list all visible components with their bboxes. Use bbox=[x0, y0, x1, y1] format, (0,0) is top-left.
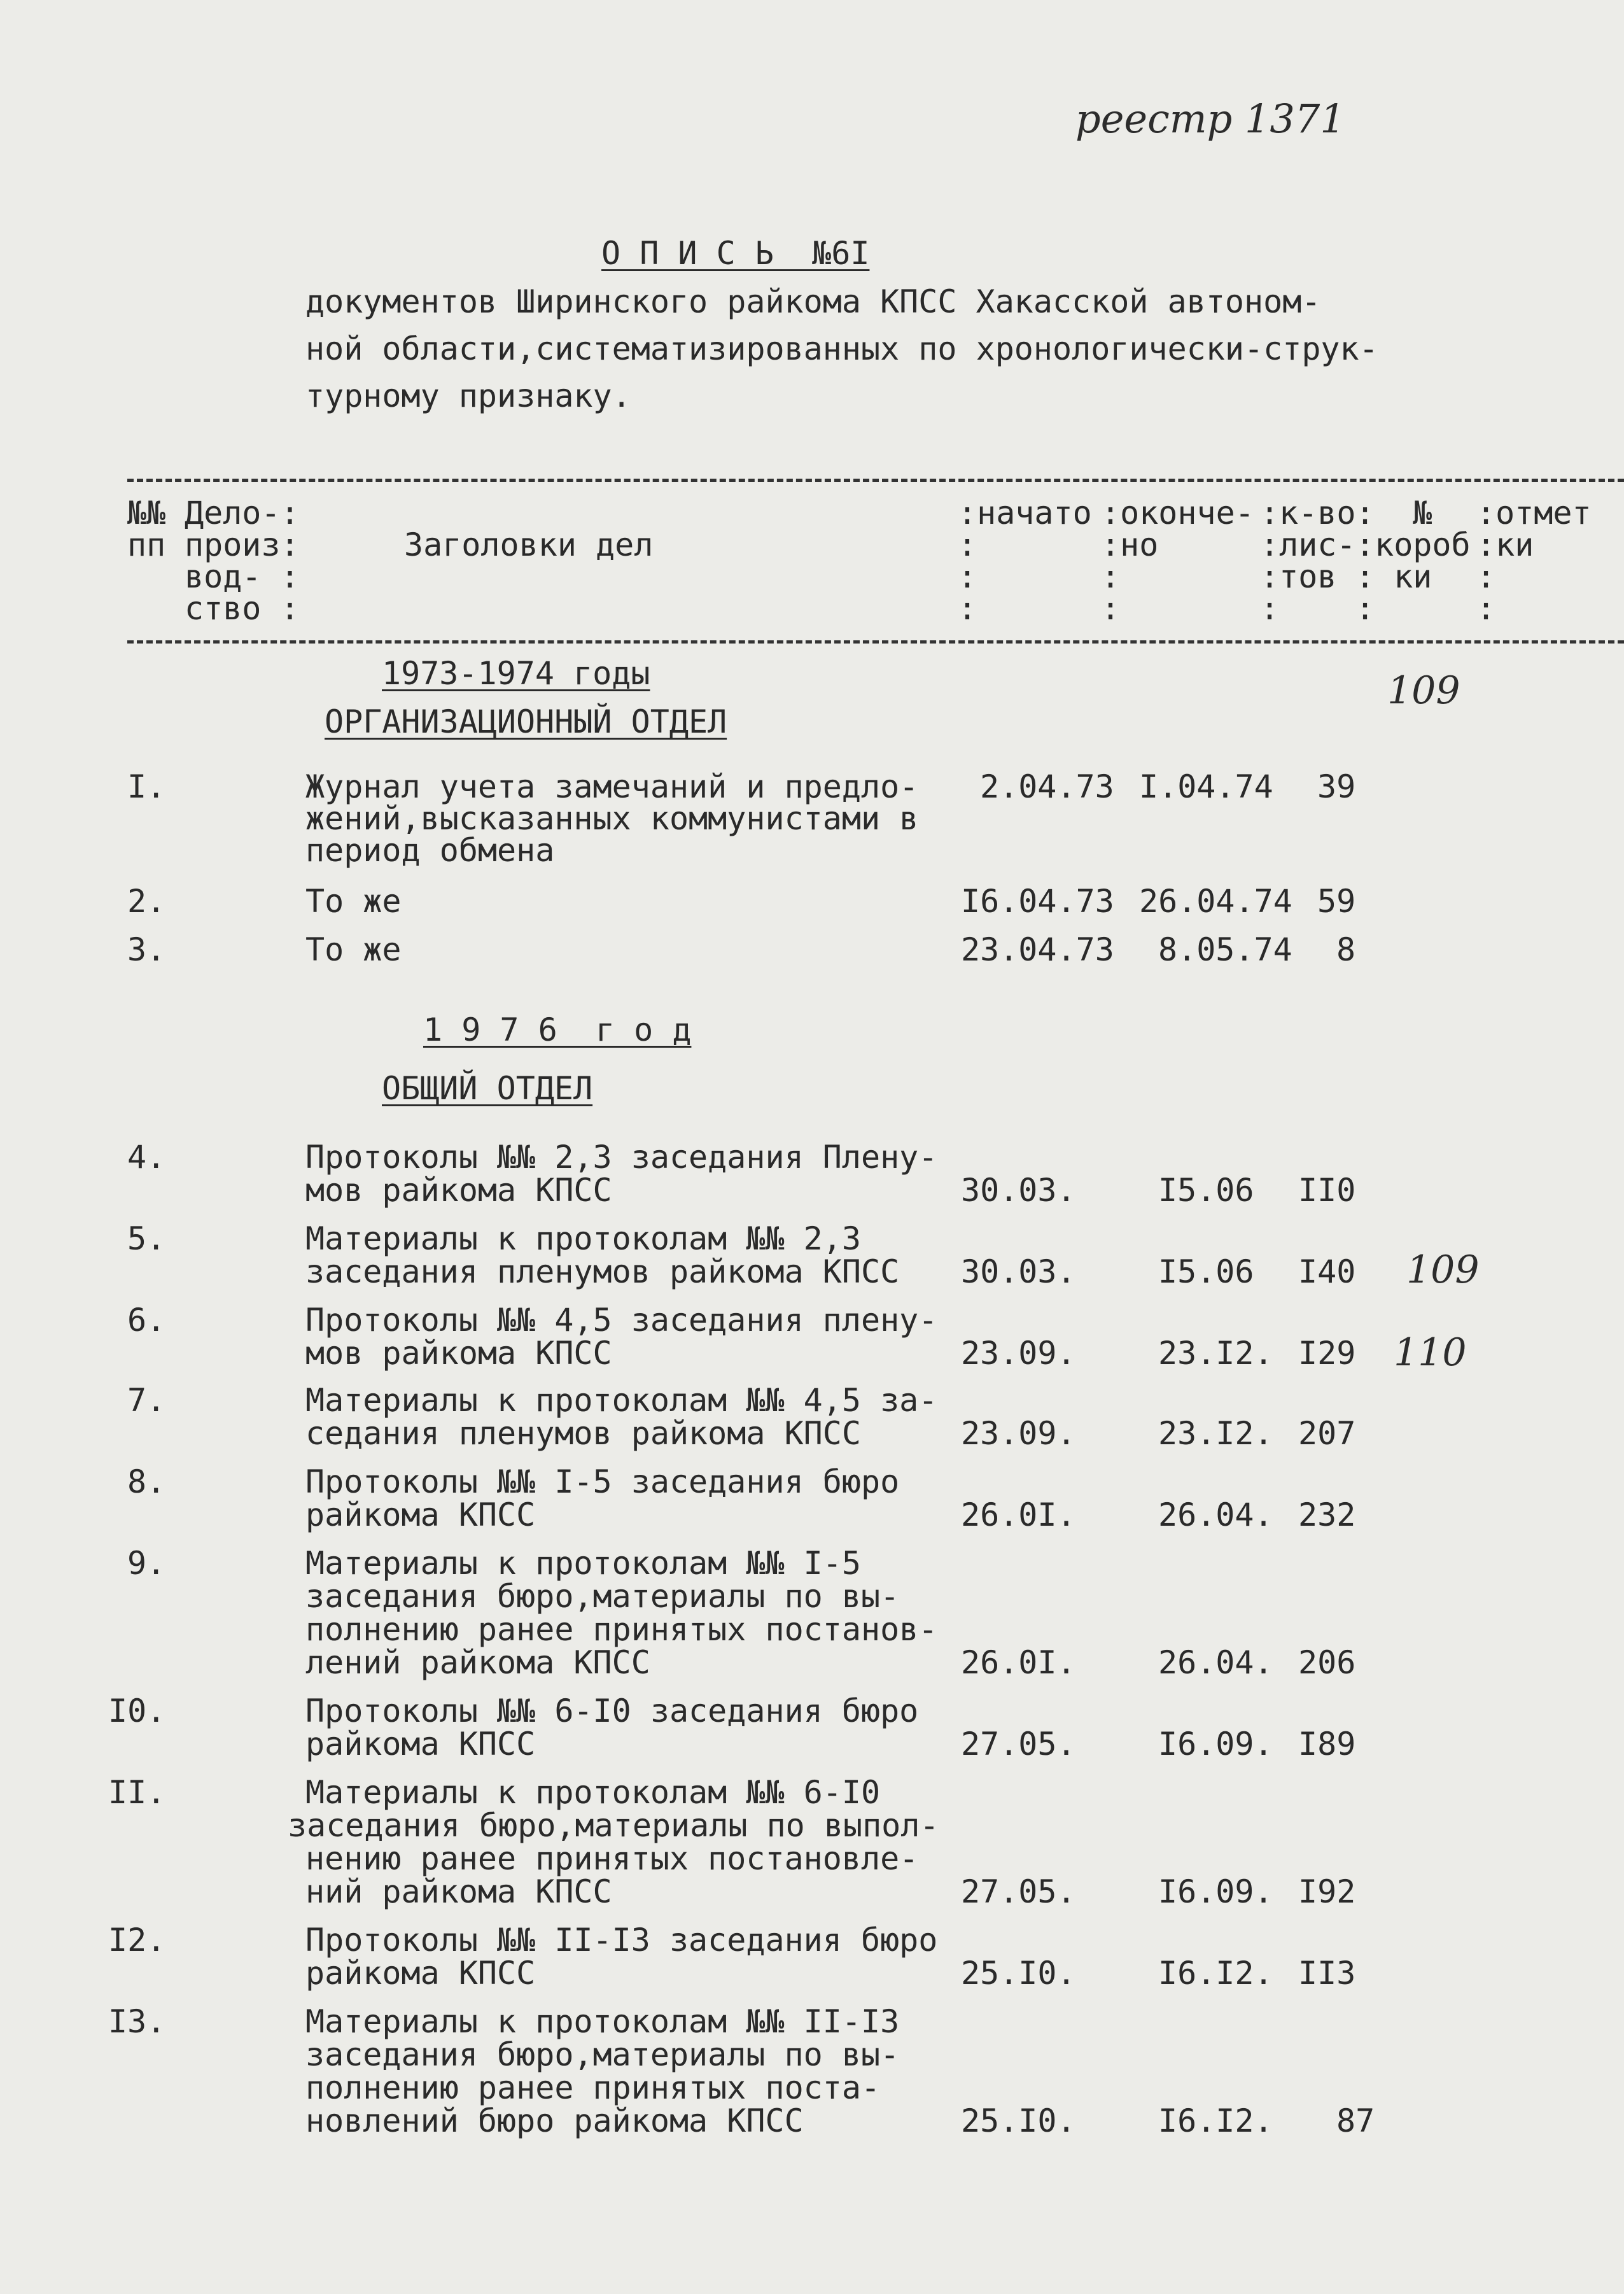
row-title-line: полнению ранее принятых постанов- bbox=[305, 1611, 938, 1648]
row-title-line: Протоколы №№ I-5 заседания бюро bbox=[305, 1463, 900, 1500]
header-col-sheets-3: :тов bbox=[1260, 558, 1337, 595]
header-col-notes-3: : bbox=[1476, 558, 1496, 595]
header-bottom-rule bbox=[127, 640, 1624, 644]
row-end: I6.I2. bbox=[1158, 1955, 1273, 1992]
row-sheets: I92 bbox=[1298, 1873, 1356, 1910]
header-col-end-2: :но bbox=[1101, 526, 1159, 563]
row-number: 4. bbox=[127, 1139, 166, 1176]
subtitle-line-2: ной области,систематизированных по хронологически-струк- bbox=[305, 330, 1378, 367]
section1-year: 1973-1974 годы bbox=[382, 655, 650, 692]
header-col-end-1: :оконче- bbox=[1101, 495, 1254, 531]
row-title-line: лений райкома КПСС bbox=[305, 1644, 650, 1681]
header-col-box-2: :короб bbox=[1355, 526, 1471, 563]
row-end: I6.I2. bbox=[1158, 2102, 1273, 2139]
row-title-line: заседания пленумов райкома КПСС bbox=[305, 1253, 900, 1290]
row-number: 7. bbox=[127, 1382, 166, 1419]
header-col-titles: Заголовки дел bbox=[404, 526, 654, 563]
row-start: 25.I0. bbox=[961, 2102, 1076, 2139]
subtitle-line-1: документов Ширинского райкома КПСС Хакасской автоном- bbox=[305, 283, 1321, 320]
row-title-line: Протоколы №№ II-I3 заседания бюро bbox=[305, 1922, 938, 1959]
header-col-case-3: вод- : bbox=[185, 558, 300, 595]
row-number: I3. bbox=[108, 2003, 166, 2040]
row-start: 2.04.73 bbox=[980, 768, 1114, 805]
row-end: 8.05.74 bbox=[1158, 931, 1292, 968]
row-title-line: мов райкома КПСС bbox=[305, 1335, 612, 1372]
row-start: 26.0I. bbox=[961, 1644, 1076, 1681]
section2-dept: ОБЩИЙ ОТДЕЛ bbox=[382, 1070, 593, 1107]
row-sheets: 206 bbox=[1298, 1644, 1356, 1681]
row-end: 26.04. bbox=[1158, 1644, 1273, 1681]
header-col-end-4: : bbox=[1101, 590, 1121, 627]
subtitle-line-3: турному признаку. bbox=[305, 377, 631, 414]
row-number: I0. bbox=[108, 1692, 166, 1729]
row-title-line: Протоколы №№ 4,5 заседания плену- bbox=[305, 1302, 938, 1339]
row-end: 23.I2. bbox=[1158, 1335, 1273, 1372]
row-number: 2. bbox=[127, 883, 166, 920]
header-col-box-3: : ки bbox=[1355, 558, 1432, 595]
row-end: I.04.74 bbox=[1139, 768, 1273, 805]
row-start: I6.04.73 bbox=[961, 883, 1114, 920]
row-title-line: райкома КПСС bbox=[305, 1496, 536, 1533]
row-title-line: заседания бюро,материалы по вы- bbox=[305, 1578, 900, 1615]
row-title-line: заседания бюро,материалы по вы- bbox=[305, 2036, 900, 2073]
row-sheets: 39 bbox=[1317, 768, 1356, 805]
row-end: 26.04.74 bbox=[1139, 883, 1292, 920]
row-title-line: Журнал учета замечаний и предло- bbox=[305, 768, 919, 805]
row-number: 5. bbox=[127, 1220, 166, 1257]
header-col-end-3: : bbox=[1101, 558, 1121, 595]
row-title-line: То же bbox=[305, 883, 402, 920]
row-number: 6. bbox=[127, 1302, 166, 1339]
row-number: I2. bbox=[108, 1922, 166, 1959]
header-col-box-1: : № bbox=[1355, 495, 1432, 531]
row-end: 26.04. bbox=[1158, 1496, 1273, 1533]
row-title-line: Материалы к протоколам №№ 2,3 bbox=[305, 1220, 861, 1257]
header-col-number-1: №№ bbox=[127, 495, 166, 531]
header-col-sheets-2: :лис- bbox=[1260, 526, 1356, 563]
header-col-sheets-1: :к-во bbox=[1260, 495, 1356, 531]
row-end: I5.06 bbox=[1158, 1253, 1254, 1290]
row-title-line: райкома КПСС bbox=[305, 1726, 536, 1763]
row-start: 27.05. bbox=[961, 1873, 1076, 1910]
row-number: 8. bbox=[127, 1463, 166, 1500]
row-start: 25.I0. bbox=[961, 1955, 1076, 1992]
row-end: I5.06 bbox=[1158, 1172, 1254, 1209]
header-col-number-2: пп bbox=[127, 526, 166, 563]
row-sheets: 207 bbox=[1298, 1415, 1356, 1452]
row-title-line: Протоколы №№ 6-I0 заседания бюро bbox=[305, 1692, 919, 1729]
header-col-case-1: Дело-: bbox=[185, 495, 300, 531]
section2-year: 1 9 7 6 г о д bbox=[423, 1011, 692, 1048]
header-col-sheets-4: : bbox=[1260, 590, 1280, 627]
margin-note-109: 109 bbox=[1406, 1248, 1480, 1292]
header-col-start-1: :начато bbox=[958, 495, 1092, 531]
row-title-line: Материалы к протоколам №№ I-5 bbox=[305, 1545, 861, 1582]
row-title-line: Материалы к протоколам №№ 6-I0 bbox=[305, 1774, 881, 1811]
header-col-box-4: : bbox=[1355, 590, 1375, 627]
header-col-case-4: ство : bbox=[185, 590, 300, 627]
row-number: 9. bbox=[127, 1545, 166, 1582]
row-title-line: Материалы к протоколам №№ II-I3 bbox=[305, 2003, 900, 2040]
header-col-case-2: произ: bbox=[185, 526, 300, 563]
row-start: 30.03. bbox=[961, 1172, 1076, 1209]
row-sheets: II3 bbox=[1298, 1955, 1356, 1992]
row-sheets: 8 bbox=[1336, 931, 1356, 968]
row-start: 27.05. bbox=[961, 1726, 1076, 1763]
row-start: 23.09. bbox=[961, 1335, 1076, 1372]
section1-handwritten: 109 bbox=[1387, 668, 1460, 713]
row-sheets: I89 bbox=[1298, 1726, 1356, 1763]
row-title-line: полнению ранее принятых поста- bbox=[305, 2069, 881, 2106]
row-sheets: I40 bbox=[1298, 1253, 1356, 1290]
row-title-line: То же bbox=[305, 931, 402, 968]
header-col-notes-4: : bbox=[1476, 590, 1496, 627]
row-title-line: райкома КПСС bbox=[305, 1955, 536, 1992]
header-col-start-2: : bbox=[958, 526, 977, 563]
row-number: I. bbox=[127, 768, 166, 805]
section1-dept: ОРГАНИЗАЦИОННЫЙ ОТДЕЛ bbox=[325, 703, 727, 740]
row-title-line: новлений бюро райкома КПСС bbox=[305, 2102, 804, 2139]
row-title-line: ний райкома КПСС bbox=[305, 1873, 612, 1910]
row-end: 23.I2. bbox=[1158, 1415, 1273, 1452]
header-top-rule bbox=[127, 479, 1624, 482]
row-end: I6.09. bbox=[1158, 1726, 1273, 1763]
header-col-notes-1: :отмет bbox=[1476, 495, 1592, 531]
row-title-line: период обмена bbox=[305, 832, 555, 869]
row-number: II. bbox=[108, 1774, 166, 1811]
row-title-line: Протоколы №№ 2,3 заседания Плену- bbox=[305, 1139, 938, 1176]
row-title-line: жений,высказанных коммунистами в bbox=[305, 800, 919, 837]
header-col-notes-2: :ки bbox=[1476, 526, 1534, 563]
header-col-start-4: : bbox=[958, 590, 977, 627]
row-number: 3. bbox=[127, 931, 166, 968]
margin-note-110: 110 bbox=[1394, 1330, 1467, 1375]
row-sheets: II0 bbox=[1298, 1172, 1356, 1209]
row-start: 23.04.73 bbox=[961, 931, 1114, 968]
header-col-start-3: : bbox=[958, 558, 977, 595]
row-end: I6.09. bbox=[1158, 1873, 1273, 1910]
row-sheets: 59 bbox=[1317, 883, 1356, 920]
row-title-line: Материалы к протоколам №№ 4,5 за- bbox=[305, 1382, 938, 1419]
row-title-line: седания пленумов райкома КПСС bbox=[305, 1415, 861, 1452]
registry-note: реестр 1371 bbox=[1075, 95, 1345, 142]
row-start: 30.03. bbox=[961, 1253, 1076, 1290]
row-title-line: мов райкома КПСС bbox=[305, 1172, 612, 1209]
row-sheets: 232 bbox=[1298, 1496, 1356, 1533]
row-sheets: 87 bbox=[1336, 2102, 1375, 2139]
row-title-line: нению ранее принятых постановле- bbox=[305, 1840, 919, 1877]
document-title: О П И С Ь №6I bbox=[601, 235, 870, 272]
row-title-line: заседания бюро,материалы по выпол- bbox=[288, 1807, 939, 1844]
row-start: 23.09. bbox=[961, 1415, 1076, 1452]
row-sheets: I29 bbox=[1298, 1335, 1356, 1372]
row-start: 26.0I. bbox=[961, 1496, 1076, 1533]
